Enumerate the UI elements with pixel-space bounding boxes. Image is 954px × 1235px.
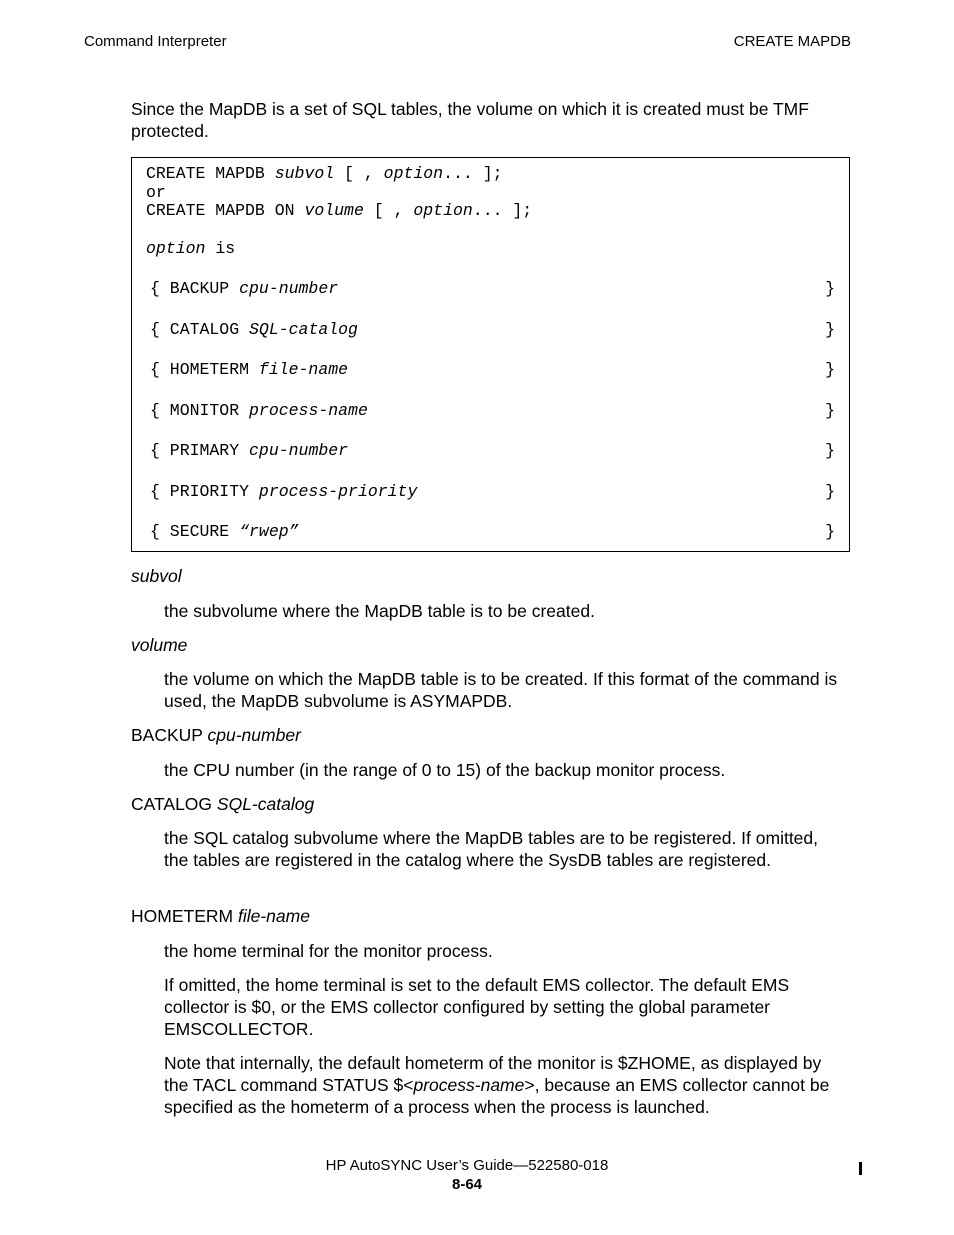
syntax-box [131, 157, 850, 552]
desc-hometerm-1: the home terminal for the monitor process. [164, 941, 493, 961]
option-arg: process-priority [258, 482, 418, 501]
desc-italic-arg: process-name [413, 1075, 525, 1095]
option-close-brace: } [825, 401, 835, 420]
running-header-left: Command Interpreter [84, 33, 227, 50]
syntax-line-create-subvol [146, 164, 503, 183]
syntax-arg: subvol [274, 164, 335, 183]
syntax-option-hometerm [150, 360, 835, 379]
desc-catalog: the SQL catalog subvolume where the MapDB tables are to be registered. If omitted, the tables are registered in the catalog where the SysDB tables are registered. [164, 828, 819, 870]
option-arg: process-name [249, 401, 368, 420]
syntax-punct: [ , [363, 201, 414, 220]
option-arg: file-name [258, 360, 349, 379]
term-arg: file-name [237, 906, 310, 926]
option-arg: cpu-number [239, 279, 339, 298]
desc-text: >, because an EMS collector cannot be specified as the hometerm of a process when the process is launched. [164, 1075, 830, 1117]
term-arg: cpu-number [207, 725, 301, 745]
term-keyword: BACKUP [131, 725, 208, 745]
option-arg: “rwep” [239, 522, 299, 541]
term-arg: SQL-catalog [216, 794, 315, 814]
change-bar [859, 1162, 862, 1175]
term-backup [131, 725, 301, 746]
option-close-brace: } [825, 482, 835, 501]
page-footer [0, 1156, 934, 1194]
term-hometerm [131, 906, 310, 927]
option-keyword: { MONITOR [150, 401, 250, 420]
syntax-keyword: CREATE MAPDB [146, 164, 275, 183]
option-keyword: { PRIMARY [150, 441, 250, 460]
desc-text: Note that internally, the default hometerm of the monitor is $ZHOME, as displayed by the TACL command STATUS $< [164, 1053, 822, 1095]
syntax-option-priority [150, 482, 835, 501]
term-volume [131, 635, 187, 656]
running-header-right: CREATE MAPDB [733, 33, 851, 50]
syntax-punct: ... ]; [443, 164, 503, 183]
option-keyword: { BACKUP [150, 279, 240, 298]
option-arg: SQL-catalog [249, 320, 358, 339]
option-keyword: { SECURE [150, 522, 240, 541]
term-label: subvol [131, 566, 182, 586]
syntax-option-catalog [150, 320, 835, 339]
desc-hometerm-3 [164, 1052, 844, 1118]
footer-title: HP AutoSYNC User’s Guide—522580-018 [325, 1157, 609, 1174]
desc-backup: the CPU number (in the range of 0 to 15) of the backup monitor process. [164, 760, 726, 780]
term-keyword: CATALOG [131, 794, 217, 814]
option-arg: cpu-number [249, 441, 349, 460]
option-close-brace: } [825, 441, 835, 460]
term-subvol [131, 566, 182, 587]
syntax-option-is [146, 239, 235, 258]
option-keyword: { HOMETERM [150, 360, 259, 379]
syntax-line-create-on-volume [146, 201, 532, 220]
syntax-or: or [146, 183, 166, 202]
option-keyword: { PRIORITY [150, 482, 259, 501]
page-number: 8-64 [451, 1176, 483, 1193]
syntax-option-monitor [150, 401, 835, 420]
term-label: volume [131, 635, 188, 655]
syntax-option-secure [150, 522, 835, 541]
syntax-punct: ... ]; [472, 201, 533, 220]
syntax-keyword: is [205, 239, 236, 258]
option-close-brace: } [825, 320, 835, 339]
option-close-brace: } [825, 522, 835, 541]
term-keyword: HOMETERM [131, 906, 238, 926]
syntax-option-backup [150, 279, 835, 298]
option-keyword: { CATALOG [150, 320, 250, 339]
syntax-keyword: CREATE MAPDB ON [146, 201, 305, 220]
desc-hometerm-2: If omitted, the home terminal is set to the default EMS collector. The default EMS collector is $0, or the EMS collector configured by setting the global parameter EMSCOLLECTOR. [164, 975, 790, 1039]
desc-subvol: the subvolume where the MapDB table is to be created. [164, 601, 595, 621]
syntax-option: option [383, 164, 444, 183]
term-catalog [131, 794, 314, 815]
syntax-arg: volume [304, 201, 364, 220]
intro-paragraph: Since the MapDB is a set of SQL tables, the volume on which it is created must be TMF protected. [131, 99, 809, 141]
syntax-punct: [ , [334, 164, 384, 183]
option-close-brace: } [825, 360, 835, 379]
syntax-option: option [413, 201, 473, 220]
option-close-brace: } [825, 279, 835, 298]
syntax-option: option [146, 239, 206, 258]
syntax-option-primary [150, 441, 835, 460]
desc-volume: the volume on which the MapDB table is to be created. If this format of the command is used, the MapDB subvolume is ASYMAPDB. [164, 669, 838, 711]
